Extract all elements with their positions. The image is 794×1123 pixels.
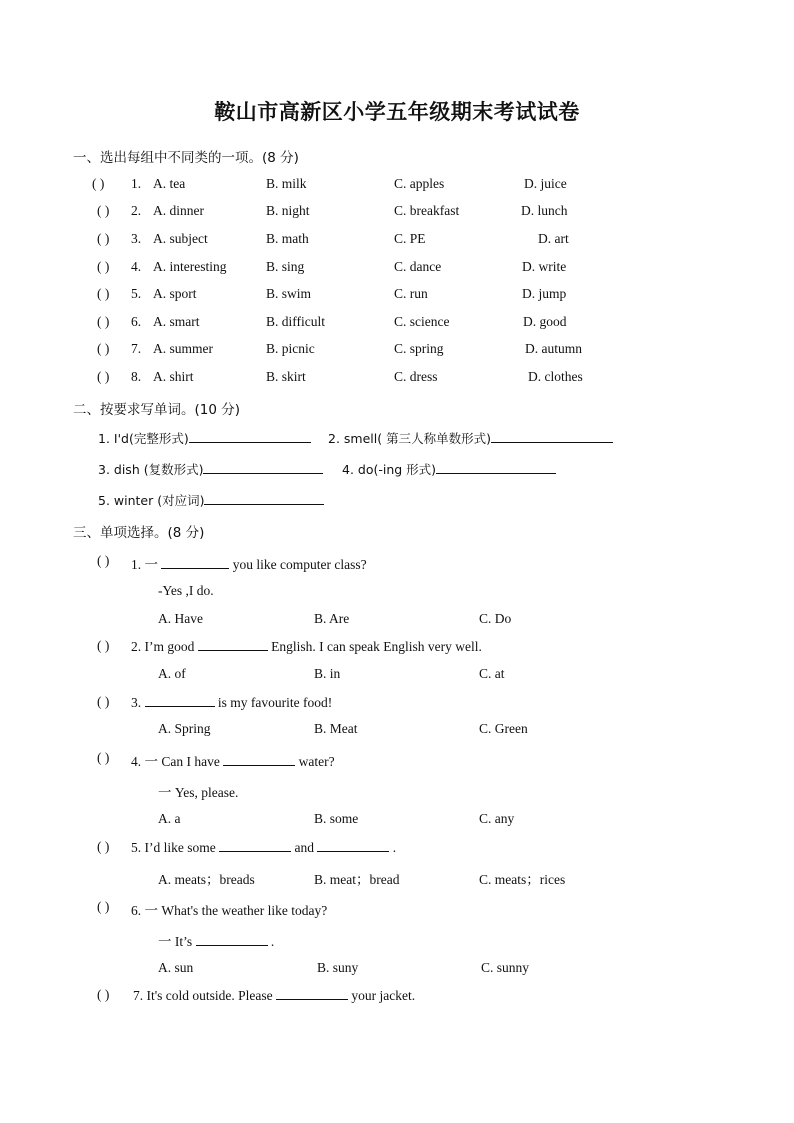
option-c: C. run <box>394 286 428 301</box>
question-text: English. I can speak English very well. <box>271 639 482 654</box>
option-b: B. meat；bread <box>314 872 400 887</box>
answer-blank[interactable]: ( ) <box>97 839 110 854</box>
option-b: B. night <box>266 203 310 218</box>
question-text: and <box>294 840 314 855</box>
section3-question-6: 6. 一 What's the weather like today? <box>131 903 328 918</box>
question-text: 1. I'd(完整形式) <box>98 431 189 446</box>
answer-line[interactable] <box>189 430 311 443</box>
option-a: A. subject <box>153 231 208 246</box>
question-number: 5. <box>131 286 142 301</box>
answer-blank[interactable]: ( ) <box>97 286 110 301</box>
answer-blank[interactable]: ( ) <box>97 203 110 218</box>
question-text: 4. 一 Can I have <box>131 754 220 769</box>
question-text: 一 It’s <box>158 934 193 949</box>
option-b: B. some <box>314 811 359 826</box>
option-a: A. smart <box>153 314 200 329</box>
section3-heading: 三、单项选择。(8 分) <box>73 525 205 541</box>
option-a: A. of <box>158 666 186 681</box>
answer-line[interactable] <box>276 987 348 1000</box>
option-d: D. lunch <box>521 203 568 218</box>
option-c: C. dance <box>394 259 442 274</box>
answer-blank[interactable]: ( ) <box>97 899 110 914</box>
answer-line[interactable] <box>223 753 295 766</box>
option-a: A. tea <box>153 176 186 191</box>
option-a: A. Have <box>158 611 203 626</box>
answer-blank[interactable]: ( ) <box>97 259 110 274</box>
section2-heading: 二、按要求写单词。(10 分) <box>73 402 241 418</box>
option-b: B. in <box>314 666 341 681</box>
option-c: C. sunny <box>481 960 530 975</box>
option-c: C. spring <box>394 341 444 356</box>
section2-question-2 <box>328 429 613 447</box>
option-d: D. art <box>538 231 569 246</box>
option-c: C. breakfast <box>394 203 460 218</box>
section3-question-2 <box>131 638 482 655</box>
option-d: D. write <box>522 259 567 274</box>
question-number: 1. <box>131 176 142 191</box>
option-d: D. clothes <box>528 369 583 384</box>
question-text: is my favourite food! <box>217 695 333 710</box>
option-c: C. dress <box>394 369 438 384</box>
option-c: C. Green <box>479 721 528 736</box>
option-c: C. PE <box>394 231 426 246</box>
option-b: B. difficult <box>266 314 325 329</box>
answer-blank[interactable]: ( ) <box>97 314 110 329</box>
option-c: C. apples <box>394 176 445 191</box>
option-d: D. juice <box>524 176 567 191</box>
answer-line[interactable] <box>491 430 613 443</box>
section2-question-3 <box>98 460 323 478</box>
option-a: A. summer <box>153 341 213 356</box>
answer-blank[interactable]: ( ) <box>97 231 110 246</box>
section2-question-5 <box>98 491 324 509</box>
option-a: A. Spring <box>158 721 211 736</box>
answer-blank[interactable]: ( ) <box>97 750 110 765</box>
option-b: B. swim <box>266 286 312 301</box>
question-text: 3. <box>131 695 142 710</box>
section3-question-7 <box>133 987 415 1004</box>
answer-line[interactable] <box>203 461 323 474</box>
answer-line[interactable] <box>196 933 268 946</box>
dialogue-line: -Yes ,I do. <box>158 583 214 598</box>
answer-blank[interactable]: ( ) <box>97 694 110 709</box>
option-c: C. science <box>394 314 450 329</box>
answer-line[interactable] <box>436 461 556 474</box>
option-d: D. good <box>523 314 567 329</box>
question-text: 3. dish (复数形式) <box>98 462 204 477</box>
option-b: B. Meat <box>314 721 358 736</box>
answer-blank[interactable]: ( ) <box>97 987 110 1002</box>
option-b: B. milk <box>266 176 307 191</box>
option-b: B. math <box>266 231 309 246</box>
dialogue-line: 一 Yes, please. <box>158 785 239 800</box>
option-c: C. at <box>479 666 505 681</box>
section3-question-3 <box>131 694 332 711</box>
dialogue-line <box>158 930 274 950</box>
option-a: A. meats；breads <box>158 872 255 887</box>
answer-line[interactable] <box>198 638 268 651</box>
option-a: A. dinner <box>153 203 204 218</box>
answer-blank[interactable]: ( ) <box>97 553 110 568</box>
answer-line[interactable] <box>161 556 229 569</box>
answer-blank[interactable]: ( ) <box>97 369 110 384</box>
option-b: B. skirt <box>266 369 306 384</box>
question-number: 8. <box>131 369 142 384</box>
question-text: 2. smell( 第三人称单数形式) <box>328 431 491 446</box>
option-a: A. sport <box>153 286 197 301</box>
question-number: 6. <box>131 314 142 329</box>
section3-question-1 <box>131 553 367 573</box>
section3-question-5 <box>131 839 396 856</box>
question-number: 2. <box>131 203 142 218</box>
answer-line[interactable] <box>317 839 389 852</box>
option-a: A. sun <box>158 960 194 975</box>
option-a: A. interesting <box>153 259 227 274</box>
question-text: you like computer class? <box>232 557 367 572</box>
question-text: 5. winter (对应词) <box>98 493 205 508</box>
answer-line[interactable] <box>204 492 324 505</box>
question-text: your jacket. <box>351 988 416 1003</box>
question-text: 1. 一 <box>131 557 158 572</box>
option-b: B. Are <box>314 611 350 626</box>
question-text: 5. I’d like some <box>131 840 216 855</box>
page-title: 鞍山市高新区小学五年级期末考试试卷 <box>214 100 580 124</box>
answer-blank[interactable]: ( ) <box>92 176 105 191</box>
answer-blank[interactable]: ( ) <box>97 341 110 356</box>
option-d: D. autumn <box>525 341 582 356</box>
answer-blank[interactable]: ( ) <box>97 638 110 653</box>
option-d: D. jump <box>522 286 567 301</box>
option-b: B. suny <box>317 960 359 975</box>
question-text: water? <box>298 754 335 769</box>
question-text: 2. I’m good <box>131 639 195 654</box>
section2-question-4 <box>342 460 556 478</box>
section1-heading: 一、选出每组中不同类的一项。(8 分) <box>73 150 299 166</box>
question-text: . <box>392 840 397 855</box>
answer-line[interactable] <box>219 839 291 852</box>
option-a: A. shirt <box>153 369 194 384</box>
question-text: 4. do(-ing 形式) <box>342 462 437 477</box>
option-c: C. meats；rices <box>479 872 566 887</box>
question-number: 3. <box>131 231 142 246</box>
question-number: 4. <box>131 259 142 274</box>
option-c: C. any <box>479 811 515 826</box>
question-number: 7. <box>131 341 142 356</box>
question-text: 7. It's cold outside. Please <box>133 988 273 1003</box>
section2-question-1 <box>98 429 311 447</box>
question-text: . <box>270 934 275 949</box>
answer-line[interactable] <box>145 694 215 707</box>
option-c: C. Do <box>479 611 512 626</box>
option-b: B. picnic <box>266 341 315 356</box>
option-b: B. sing <box>266 259 305 274</box>
section3-question-4 <box>131 750 335 770</box>
option-a: A. a <box>158 811 181 826</box>
